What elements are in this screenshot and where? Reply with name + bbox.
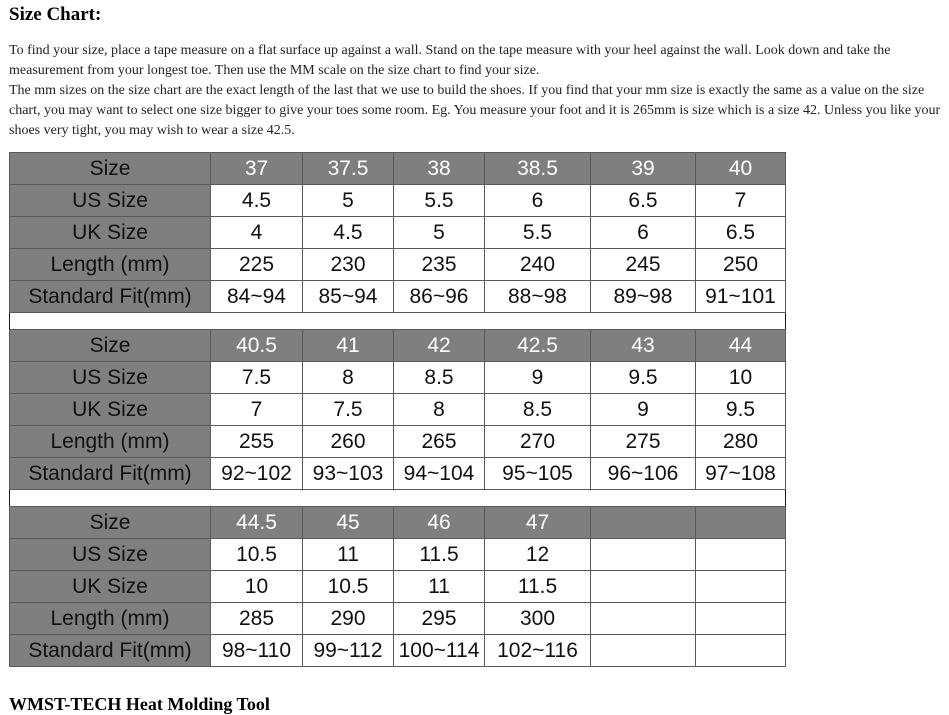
table-cell: 255 <box>211 426 303 458</box>
table-cell: 8 <box>303 362 394 394</box>
table-cell: 42 <box>394 330 485 362</box>
table-cell: 250 <box>696 249 786 281</box>
length-row <box>10 603 786 635</box>
table-cell: 4.5 <box>303 217 394 249</box>
table-cell: 44 <box>696 330 786 362</box>
table-cell: 93~103 <box>303 458 394 490</box>
length-row <box>10 426 786 458</box>
table-cell: 11 <box>303 539 394 571</box>
table-cell: 290 <box>303 603 394 635</box>
table-cell: 11.5 <box>394 539 485 571</box>
table-cell: 46 <box>394 507 485 539</box>
size-instructions <box>9 41 944 141</box>
table-cell: 285 <box>211 603 303 635</box>
table-cell: 10 <box>211 571 303 603</box>
row-label: US Size <box>10 185 211 217</box>
table-cell: 94~104 <box>394 458 485 490</box>
table-cell: 9 <box>591 394 696 426</box>
table-cell: 85~94 <box>303 281 394 313</box>
table-cell: 38 <box>394 153 485 185</box>
table-cell: 300 <box>485 603 591 635</box>
instructions-paragraph-2: The mm sizes on the size chart are the exact length of the last that we use to build the shoes. If you find that your mm size is exactly the same as a value on the size chart, you may want to select one size bigger to give your toes some room. Eg. You measure your foot and it is 265mm is size which is a size 42. Unless you like your shoes very tight, you may wish to wear a size 42.5. <box>9 83 941 138</box>
table-cell: 89~98 <box>591 281 696 313</box>
table-cell: 6 <box>591 217 696 249</box>
table-cell: 5 <box>394 217 485 249</box>
table-cell: 295 <box>394 603 485 635</box>
size-row <box>10 153 786 185</box>
table-cell: 4 <box>211 217 303 249</box>
row-label: Size <box>10 330 211 362</box>
table-cell: 7 <box>211 394 303 426</box>
table-cell <box>591 571 696 603</box>
table-cell: 98~110 <box>211 635 303 667</box>
spacer-cell <box>10 313 786 330</box>
block-spacer <box>10 313 786 330</box>
table-cell: 9 <box>485 362 591 394</box>
table-cell: 84~94 <box>211 281 303 313</box>
size-row <box>10 330 786 362</box>
size-row <box>10 507 786 539</box>
table-cell: 38.5 <box>485 153 591 185</box>
table-cell <box>696 603 786 635</box>
table-cell: 280 <box>696 426 786 458</box>
table-cell: 41 <box>303 330 394 362</box>
table-cell: 7 <box>696 185 786 217</box>
row-label: UK Size <box>10 217 211 249</box>
length-row <box>10 249 786 281</box>
table-cell: 86~96 <box>394 281 485 313</box>
table-cell: 100~114 <box>394 635 485 667</box>
table-cell: 7.5 <box>211 362 303 394</box>
row-label: UK Size <box>10 571 211 603</box>
row-label: Standard Fit(mm) <box>10 281 211 313</box>
instructions-paragraph-1: To find your size, place a tape measure on a flat surface up against a wall. Stand on the tape measure with your heel against the wall. Look down and take the measurement from your longest toe. Then use the MM scale on the size chart to find your size. <box>9 43 891 78</box>
standard-fit-row <box>10 281 786 313</box>
row-label: UK Size <box>10 394 211 426</box>
table-cell: 12 <box>485 539 591 571</box>
table-cell <box>696 539 786 571</box>
us-size-row <box>10 362 786 394</box>
table-cell: 10 <box>696 362 786 394</box>
table-cell: 40.5 <box>211 330 303 362</box>
row-label: Size <box>10 153 211 185</box>
table-cell: 11.5 <box>485 571 591 603</box>
table-cell: 37 <box>211 153 303 185</box>
table-cell: 45 <box>303 507 394 539</box>
table-cell: 265 <box>394 426 485 458</box>
us-size-row <box>10 185 786 217</box>
table-cell: 8 <box>394 394 485 426</box>
table-cell: 10.5 <box>303 571 394 603</box>
table-cell: 97~108 <box>696 458 786 490</box>
table-cell: 10.5 <box>211 539 303 571</box>
table-cell <box>696 571 786 603</box>
row-label: Standard Fit(mm) <box>10 635 211 667</box>
standard-fit-row <box>10 635 786 667</box>
table-cell: 42.5 <box>485 330 591 362</box>
page-title: Size Chart: <box>9 4 102 25</box>
table-cell: 5.5 <box>485 217 591 249</box>
table-cell: 39 <box>591 153 696 185</box>
row-label: Length (mm) <box>10 426 211 458</box>
table-cell: 260 <box>303 426 394 458</box>
table-cell <box>591 635 696 667</box>
table-cell <box>591 539 696 571</box>
next-section-heading: WMST-TECH Heat Molding Tool <box>9 694 270 714</box>
table-cell: 6.5 <box>696 217 786 249</box>
table-cell: 5 <box>303 185 394 217</box>
table-cell: 88~98 <box>485 281 591 313</box>
table-cell: 96~106 <box>591 458 696 490</box>
table-cell: 91~101 <box>696 281 786 313</box>
table-cell: 43 <box>591 330 696 362</box>
table-cell <box>696 635 786 667</box>
row-label: US Size <box>10 539 211 571</box>
table-cell: 40 <box>696 153 786 185</box>
table-cell: 11 <box>394 571 485 603</box>
table-cell: 230 <box>303 249 394 281</box>
table-cell: 270 <box>485 426 591 458</box>
table-cell: 9.5 <box>591 362 696 394</box>
table-cell: 240 <box>485 249 591 281</box>
table-cell <box>696 507 786 539</box>
table-cell: 92~102 <box>211 458 303 490</box>
standard-fit-row <box>10 458 786 490</box>
table-cell <box>591 603 696 635</box>
table-cell: 6 <box>485 185 591 217</box>
table-cell: 95~105 <box>485 458 591 490</box>
table-cell <box>591 507 696 539</box>
row-label: Length (mm) <box>10 249 211 281</box>
size-chart-table <box>9 152 786 667</box>
table-cell: 275 <box>591 426 696 458</box>
table-cell: 6.5 <box>591 185 696 217</box>
table-cell: 99~112 <box>303 635 394 667</box>
table-cell: 37.5 <box>303 153 394 185</box>
table-cell: 225 <box>211 249 303 281</box>
row-label: Length (mm) <box>10 603 211 635</box>
table-cell: 245 <box>591 249 696 281</box>
table-cell: 7.5 <box>303 394 394 426</box>
table-cell: 5.5 <box>394 185 485 217</box>
uk-size-row <box>10 571 786 603</box>
table-cell: 8.5 <box>394 362 485 394</box>
row-label: Standard Fit(mm) <box>10 458 211 490</box>
table-cell: 8.5 <box>485 394 591 426</box>
table-cell: 9.5 <box>696 394 786 426</box>
uk-size-row <box>10 394 786 426</box>
block-spacer <box>10 490 786 507</box>
uk-size-row <box>10 217 786 249</box>
us-size-row <box>10 539 786 571</box>
row-label: Size <box>10 507 211 539</box>
row-label: US Size <box>10 362 211 394</box>
table-cell: 47 <box>485 507 591 539</box>
table-cell: 44.5 <box>211 507 303 539</box>
table-cell: 235 <box>394 249 485 281</box>
spacer-cell <box>10 490 786 507</box>
table-cell: 102~116 <box>485 635 591 667</box>
table-cell: 4.5 <box>211 185 303 217</box>
